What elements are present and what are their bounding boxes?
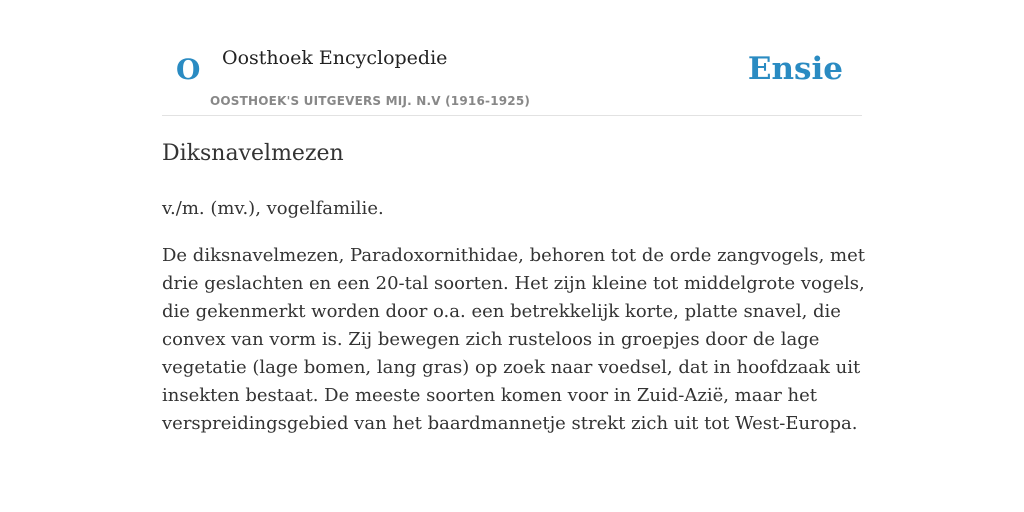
source-title-link[interactable]: Oosthoek Encyclopedie <box>222 47 448 69</box>
source-logo[interactable]: O <box>176 53 201 86</box>
site-logo-link[interactable]: Ensie <box>747 51 843 87</box>
article <box>162 138 867 438</box>
source-publisher: OOSTHOEK'S UITGEVERS MIJ. N.V (1916-1925) <box>210 94 531 108</box>
entry-grammar: v./m. (mv.), vogelfamilie. <box>162 198 384 219</box>
entry-body: De diksnavelmezen, Paradoxornithidae, behoren tot de orde zangvogels, met drie geslachten en een 20-tal soorten. Het zijn kleine tot middelgrote vogels, die gekenmerkt worden door o.a. een betrekkelijk korte, platte snavel, die convex van vorm is. Zij bewegen zich rusteloos in groepjes door de lage vegetatie (lage bomen, lang gras) op zoek naar voedsel, dat in hoofdzaak uit insekten bestaat. De meeste soorten komen voor in Zuid-Azië, maar het verspreidingsgebied van het baardmannetje strekt zich uit tot West-Europa. <box>162 245 865 434</box>
page-title: Diksnavelmezen <box>162 141 344 166</box>
source-header <box>162 36 862 116</box>
